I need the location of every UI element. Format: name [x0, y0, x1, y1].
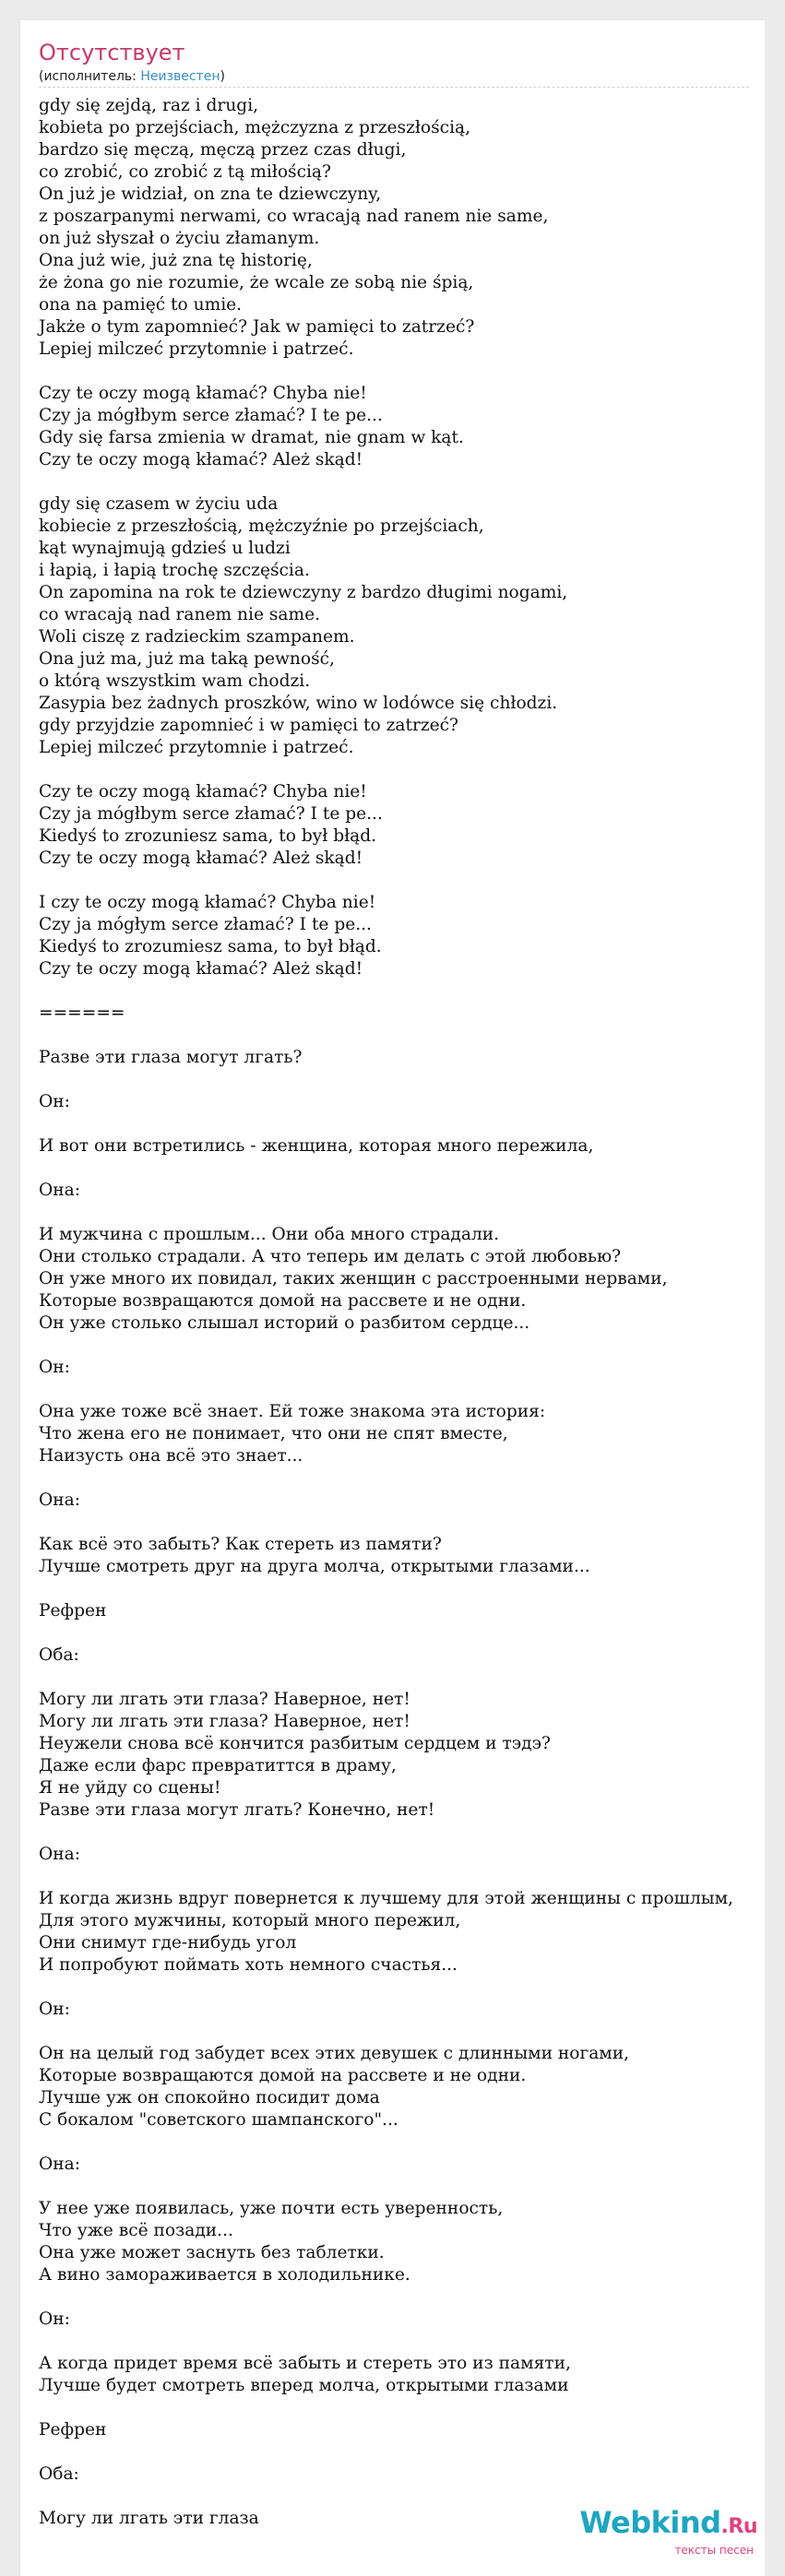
lyric-line: Он уже столько слышал историй о разбитом сердце... [39, 1313, 530, 1333]
lyric-line: o którą wszystkim wam chodzi. [39, 671, 311, 691]
lyric-line: Даже если фарс превратиттся в драму, [39, 1756, 397, 1775]
lyric-line: Лучше будет смотреть вперед молча, открытыми глазами [39, 2376, 569, 2395]
lyric-line: У нее уже появилась, уже почти есть уверенность, [39, 2199, 504, 2218]
lyric-line: Он: [39, 2000, 70, 2019]
lyric-line: Ona już wie, już zna tę historię, [39, 251, 313, 270]
lyric-line [39, 980, 746, 1003]
lyric-line: Zasypia bez żadnych proszków, wino w lodówce się chłodzi. [39, 694, 558, 713]
lyric-line: Kiedyś to zrozumiesz sama, to był błąd. [39, 937, 382, 956]
lyrics-text [39, 95, 746, 2530]
lyric-line: Рефрен [39, 2420, 107, 2439]
lyric-line [39, 2331, 746, 2353]
lyric-line: i łapią, i łapią trochę szczęścia. [39, 561, 310, 580]
lyric-line: Ona już ma, już ma taką pewność, [39, 649, 335, 669]
lyric-line [39, 1113, 746, 1135]
lyric-line: on już słyszał o życiu złamanym. [39, 229, 320, 248]
lyric-line: Он уже много их повидал, таких женщин с расстроенными нервами, [39, 1269, 668, 1288]
performer-suffix: ) [220, 69, 225, 84]
lyric-line: И мужчина с прошлым... Они оба много страдали. [39, 1225, 500, 1244]
performer-link[interactable]: Неизвестен [140, 69, 220, 84]
lyric-line: Woli ciszę z radzieckim szampanem. [39, 627, 355, 647]
lyric-line: А когда придет время всё забыть и стереть это из памяти, [39, 2354, 571, 2373]
lyric-line: Kiedyś to zrozuniesz sama, to był błąd. [39, 826, 377, 846]
lyric-line: Рефрен [39, 1601, 107, 1620]
lyric-line: Как всё это забыть? Как стереть из памяти? [39, 1535, 442, 1554]
lyric-line [39, 1467, 746, 1490]
lyric-line: Czy te oczy mogą kłamać? Chyba nie! [39, 782, 367, 801]
lyric-line: Czy te oczy mogą kłamać? Ależ skąd! [39, 450, 363, 469]
lyric-line: gdy przyjdzie zapomnieć i w pamięci to zatrzeć? [39, 716, 459, 735]
lyric-line: И попробуют поймать хоть немного счастья... [39, 1955, 458, 1975]
lyric-line: Которые возвращаются домой на рассвете и не одни. [39, 2066, 527, 2085]
lyric-line: Она: [39, 1181, 80, 1200]
lyric-line: Что жена его не понимает, что они не спят вместе, [39, 1424, 508, 1443]
lyric-line: Могу ли лгать эти глаза [39, 2509, 259, 2528]
lyric-line: że żona go nie rozumie, że wcale ze sobą nie śpią, [39, 273, 474, 292]
lyric-line: ====== [39, 1003, 125, 1023]
logo-brand: Webkind [579, 2505, 721, 2540]
lyric-line: Я не уйду со сцены! [39, 1778, 221, 1798]
lyric-line: kobieta po przejściach, mężczyzna z przeszłością, [39, 118, 471, 137]
lyric-line: Czy te oczy mogą kłamać? Chyba nie! [39, 384, 367, 403]
lyric-line: On zapomina na rok te dziewczyny z bardzo długimi nogami, [39, 583, 568, 602]
logo-wordmark [573, 2506, 757, 2544]
lyric-line: Czy ja mógłbym serce złamać? I te pe... [39, 406, 383, 425]
lyric-line [39, 2176, 746, 2198]
lyric-line [39, 2131, 746, 2154]
lyric-line [39, 2441, 746, 2463]
lyric-line [39, 1202, 746, 1224]
lyric-line: Она: [39, 1490, 80, 1510]
lyric-line [39, 1667, 746, 1689]
lyric-line: Разве эти глаза могут лгать? [39, 1048, 303, 1067]
lyric-line [39, 759, 746, 781]
lyric-line: Czy ja mógłym serce złamać? I te pe... [39, 915, 372, 934]
lyric-line [39, 1822, 746, 1844]
lyric-line [39, 1379, 746, 1401]
lyric-line: z poszarpanymi nerwami, co wracają nad ranem nie same, [39, 207, 549, 226]
lyric-line [39, 1069, 746, 1091]
lyric-line: Он: [39, 1358, 70, 1377]
lyric-line: Она: [39, 1845, 80, 1864]
lyric-line: Они столько страдали. А что теперь им делать с этой любовью? [39, 1247, 622, 1266]
header-divider [39, 87, 749, 88]
lyric-line [39, 1977, 746, 1999]
lyric-line [39, 1335, 746, 1357]
lyric-line [39, 1512, 746, 1534]
lyric-line: Она уже тоже всё знает. Ей тоже знакома эта история: [39, 1402, 546, 1421]
lyric-line [39, 1622, 746, 1644]
lyric-line: bardzo się męczą, męczą przez czas długi, [39, 140, 407, 160]
lyric-line: Наизусть она всё это знает... [39, 1446, 303, 1466]
lyric-line: Они снимут где-нибудь угол [39, 1933, 297, 1953]
lyric-line: Он на целый год забудет всех этих девушек с длинными ногами, [39, 2044, 630, 2063]
lyric-line: Czy te oczy mogą kłamać? Ależ skąd! [39, 849, 363, 868]
lyric-line: И вот они встретились - женщина, которая много пережила, [39, 1136, 594, 1156]
lyric-line: I czy te oczy mogą kłamać? Chyba nie! [39, 893, 376, 912]
lyric-line [39, 2286, 746, 2309]
lyric-line [39, 361, 746, 383]
lyric-line: Что уже всё позади... [39, 2221, 233, 2240]
lyrics-page [20, 20, 765, 2576]
song-title: Отсутствует [39, 40, 185, 65]
lyric-line: Она уже может заснуть без таблетки. [39, 2243, 385, 2262]
lyric-line: Jakże o tym zapomnieć? Jak w pamięci to zatrzeć? [39, 317, 475, 337]
lyric-line: Разве эти глаза могут лгать? Конечно, нет! [39, 1800, 435, 1820]
lyric-line: Она: [39, 2155, 80, 2174]
lyric-line [39, 2021, 746, 2043]
lyric-line [39, 471, 746, 493]
lyric-line: Gdy się farsa zmienia w dramat, nie gnam w kąt. [39, 428, 464, 447]
lyric-line: Он: [39, 1092, 70, 1111]
lyric-line: А вино замораживается в холодильнике. [39, 2265, 410, 2285]
lyric-line: Лучше уж он спокойно посидит дома [39, 2088, 380, 2107]
performer-prefix: (исполнитель: [39, 69, 141, 84]
lyric-line: Czy ja mógłbym serce złamać? I te pe... [39, 804, 383, 824]
lyric-line: Которые возвращаются домой на рассвете и не одни. [39, 1291, 527, 1311]
lyric-line: Оба: [39, 1645, 79, 1665]
lyric-line [39, 1866, 746, 1888]
lyric-line: Lepiej milczeć przytomnie i patrzeć. [39, 738, 354, 757]
lyric-line [39, 870, 746, 892]
lyric-line: kąt wynajmują gdzieś u ludzi [39, 539, 291, 558]
lyric-line: Могу ли лгать эти глаза? Наверное, нет! [39, 1690, 410, 1709]
lyric-line: Lepiej milczeć przytomnie i patrzeć. [39, 339, 354, 359]
lyric-line: Оба: [39, 2464, 79, 2484]
lyric-line: ona na pamięć to umie. [39, 295, 243, 315]
lyric-line: С бокалом "советского шампанского"... [39, 2110, 398, 2130]
lyric-line: co wracają nad ranem nie same. [39, 605, 321, 624]
lyric-line: co zrobić, co zrobić z tą miłością? [39, 162, 331, 182]
lyric-line: gdy się zejdą, raz i drugi, [39, 96, 259, 115]
lyric-line: Могу ли лгать эти глаза? Наверное, нет! [39, 1712, 410, 1731]
logo-tld: .Ru [720, 2515, 757, 2538]
lyric-line: Для этого мужчины, который много пережил, [39, 1911, 461, 1930]
lyric-line: Czy te oczy mogą kłamać? Ależ skąd! [39, 959, 363, 979]
lyric-line: gdy się czasem w życiu uda [39, 494, 279, 514]
lyric-line: Неужели снова всё кончится разбитым сердцем и тэдэ? [39, 1734, 551, 1753]
lyric-line [39, 1157, 746, 1180]
lyric-line: Лучше смотреть друг на друга молча, открытыми глазами... [39, 1557, 590, 1576]
lyric-line [39, 1578, 746, 1600]
lyric-line [39, 2397, 746, 2419]
logo-tagline: тексты песен [674, 2544, 754, 2557]
lyric-line [39, 1025, 746, 1047]
lyric-line: Он: [39, 2309, 70, 2329]
performer-line [39, 68, 746, 85]
lyric-line: И когда жизнь вдруг повернется к лучшему для этой женщины с прошлым, [39, 1889, 733, 1908]
site-logo[interactable] [573, 2506, 757, 2561]
lyric-line: kobiecie z przeszłością, mężczyźnie po przejściach, [39, 516, 484, 536]
lyric-line: On już je widział, on zna te dziewczyny, [39, 184, 382, 204]
